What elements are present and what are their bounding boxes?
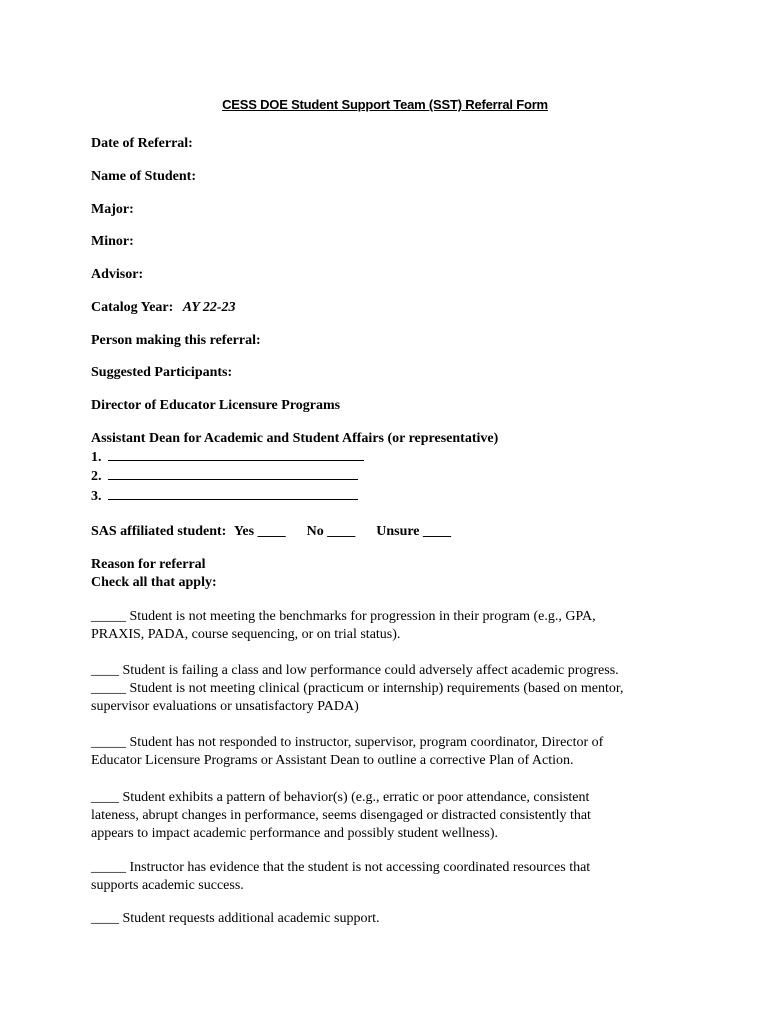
person-making-referral-label: Person making this referral: [91,333,261,348]
sas-yes-option: Yes ____ [233,524,286,539]
participant-blank-line [108,448,364,461]
reason-item-not-responded [91,734,671,770]
name-of-student-label: Name of Student: [91,169,196,184]
reason-item-text: ____ Student exhibits a pattern of behavior(s) (e.g., erratic or poor attendance, consistent [91,790,590,805]
sas-label: SAS affiliated student: [91,524,227,539]
assistant-dean-participant: Assistant Dean for Academic and Student Affairs (or representative) [91,431,499,446]
reason-item-text: supports academic success. [91,878,244,893]
catalog-year-value: AY 22-23 [182,300,236,315]
catalog-year-row [91,299,236,317]
major-label: Major: [91,202,134,217]
reason-item-text: _____ Student is not meeting clinical (practicum or internship) requirements (based on mentor, [91,681,624,696]
participant-number: 2. [91,469,102,484]
reason-heading: Reason for referral [91,557,206,572]
catalog-year-label: Catalog Year: [91,300,174,315]
participant-blank-line [108,467,358,480]
reason-item-text: _____ Instructor has evidence that the student is not accessing coordinated resources that [91,860,591,875]
reason-item-text: lateness, abrupt changes in performance, seems disengaged or distracted consistently that [91,808,591,823]
reason-item-benchmarks [91,608,671,644]
sas-no-option: No ____ [306,524,356,539]
participant-line-3 [91,487,358,506]
date-of-referral-label: Date of Referral: [91,136,193,151]
reason-item-behavior [91,789,671,843]
participant-number: 1. [91,450,102,465]
director-participant: Director of Educator Licensure Programs [91,398,341,413]
reason-item-text: supervisor evaluations or unsatisfactory PADA) [91,699,359,714]
minor-label: Minor: [91,234,134,249]
reason-item-resources [91,859,671,895]
reason-item-text: PRAXIS, PADA, course sequencing, or on trial status). [91,627,401,642]
sas-unsure-option: Unsure ____ [376,524,452,539]
reason-item-text: appears to impact academic performance and possibly student wellness). [91,826,499,841]
reason-item-text: ____ Student requests additional academic support. [91,911,380,926]
participant-blank-line [108,487,358,500]
participant-line-1 [91,448,364,467]
reason-item-text: _____ Student is not meeting the benchmarks for progression in their program (e.g., GPA, [91,609,596,624]
sas-affiliated-row [91,523,451,541]
reason-item-failing-clinical [91,662,671,716]
reason-item-text: ____ Student is failing a class and low performance could adversely affect academic progress. [91,663,619,678]
reason-item-support-request [91,910,671,928]
suggested-participants-label: Suggested Participants: [91,365,233,380]
participant-line-2 [91,467,358,486]
reason-item-text: Educator Licensure Programs or Assistant Dean to outline a corrective Plan of Action. [91,753,574,768]
advisor-label: Advisor: [91,267,144,282]
reason-subheading: Check all that apply: [91,575,217,590]
form-title: CESS DOE Student Support Team (SST) Referral Form [222,97,548,112]
reason-item-text: _____ Student has not responded to instructor, supervisor, program coordinator, Director of [91,735,604,750]
participant-number: 3. [91,489,102,504]
